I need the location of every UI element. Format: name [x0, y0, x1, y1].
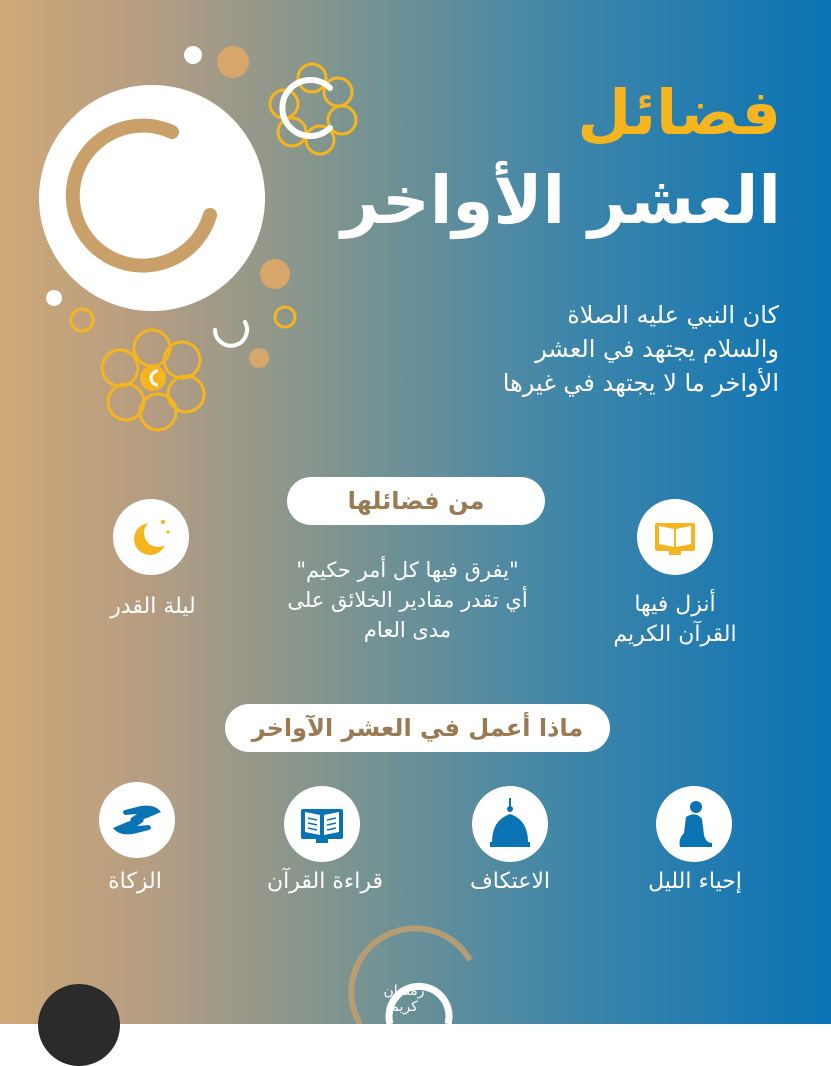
footer-logo-line: كريم [390, 999, 418, 1015]
virtue-quran-label [590, 590, 760, 650]
quran-book-icon [284, 786, 360, 862]
virtues-header-pill: من فضائلها [287, 477, 545, 525]
action-label: قراءة القرآن [267, 869, 383, 894]
intro-line: الأواخر ما لا يجتهد في غيرها [502, 369, 779, 397]
decree-text [270, 555, 545, 645]
open-book-icon [637, 499, 713, 575]
small-white-dot [184, 46, 202, 64]
decree-line: مدى العام [363, 618, 452, 642]
giving-hands-icon [99, 782, 175, 858]
action-label: إحياء الليل [648, 869, 742, 894]
footer-logo-line: رمضان [383, 983, 425, 999]
action-label: الزكاة [108, 869, 162, 894]
title-line-1: فضائل [577, 76, 781, 149]
title-line-2: العشر الأواخر [341, 162, 781, 239]
virtue-quran-line: أنزل فيها [634, 592, 716, 617]
decree-line: أي تقدر مقادير الخلائق على [287, 588, 528, 612]
tan-dot [249, 348, 269, 368]
intro-line: والسلام يجتهد في العشر [535, 335, 779, 363]
crescent-moon-icon [113, 499, 189, 575]
overlay-button[interactable] [38, 984, 120, 1066]
intro-line: كان النبي عليه الصلاة [567, 301, 779, 329]
tan-dot [260, 259, 290, 289]
small-ring [71, 309, 93, 331]
small-white-dot [46, 290, 62, 306]
praying-person-icon [656, 786, 732, 862]
tan-dot [217, 46, 249, 78]
footer-logo [374, 983, 434, 1015]
action-label: الاعتكاف [469, 869, 551, 894]
virtue-qadr-label: ليلة القدر [110, 594, 196, 619]
small-ring [275, 307, 295, 327]
intro-text [439, 298, 779, 400]
mosque-dome-icon [472, 786, 548, 862]
actions-header-pill: ماذا أعمل في العشر الآواخر [225, 704, 610, 752]
decree-line: "يفرق فيها كل أمر حكيم" [296, 558, 519, 582]
virtue-quran-line: القرآن الكريم [613, 622, 737, 647]
